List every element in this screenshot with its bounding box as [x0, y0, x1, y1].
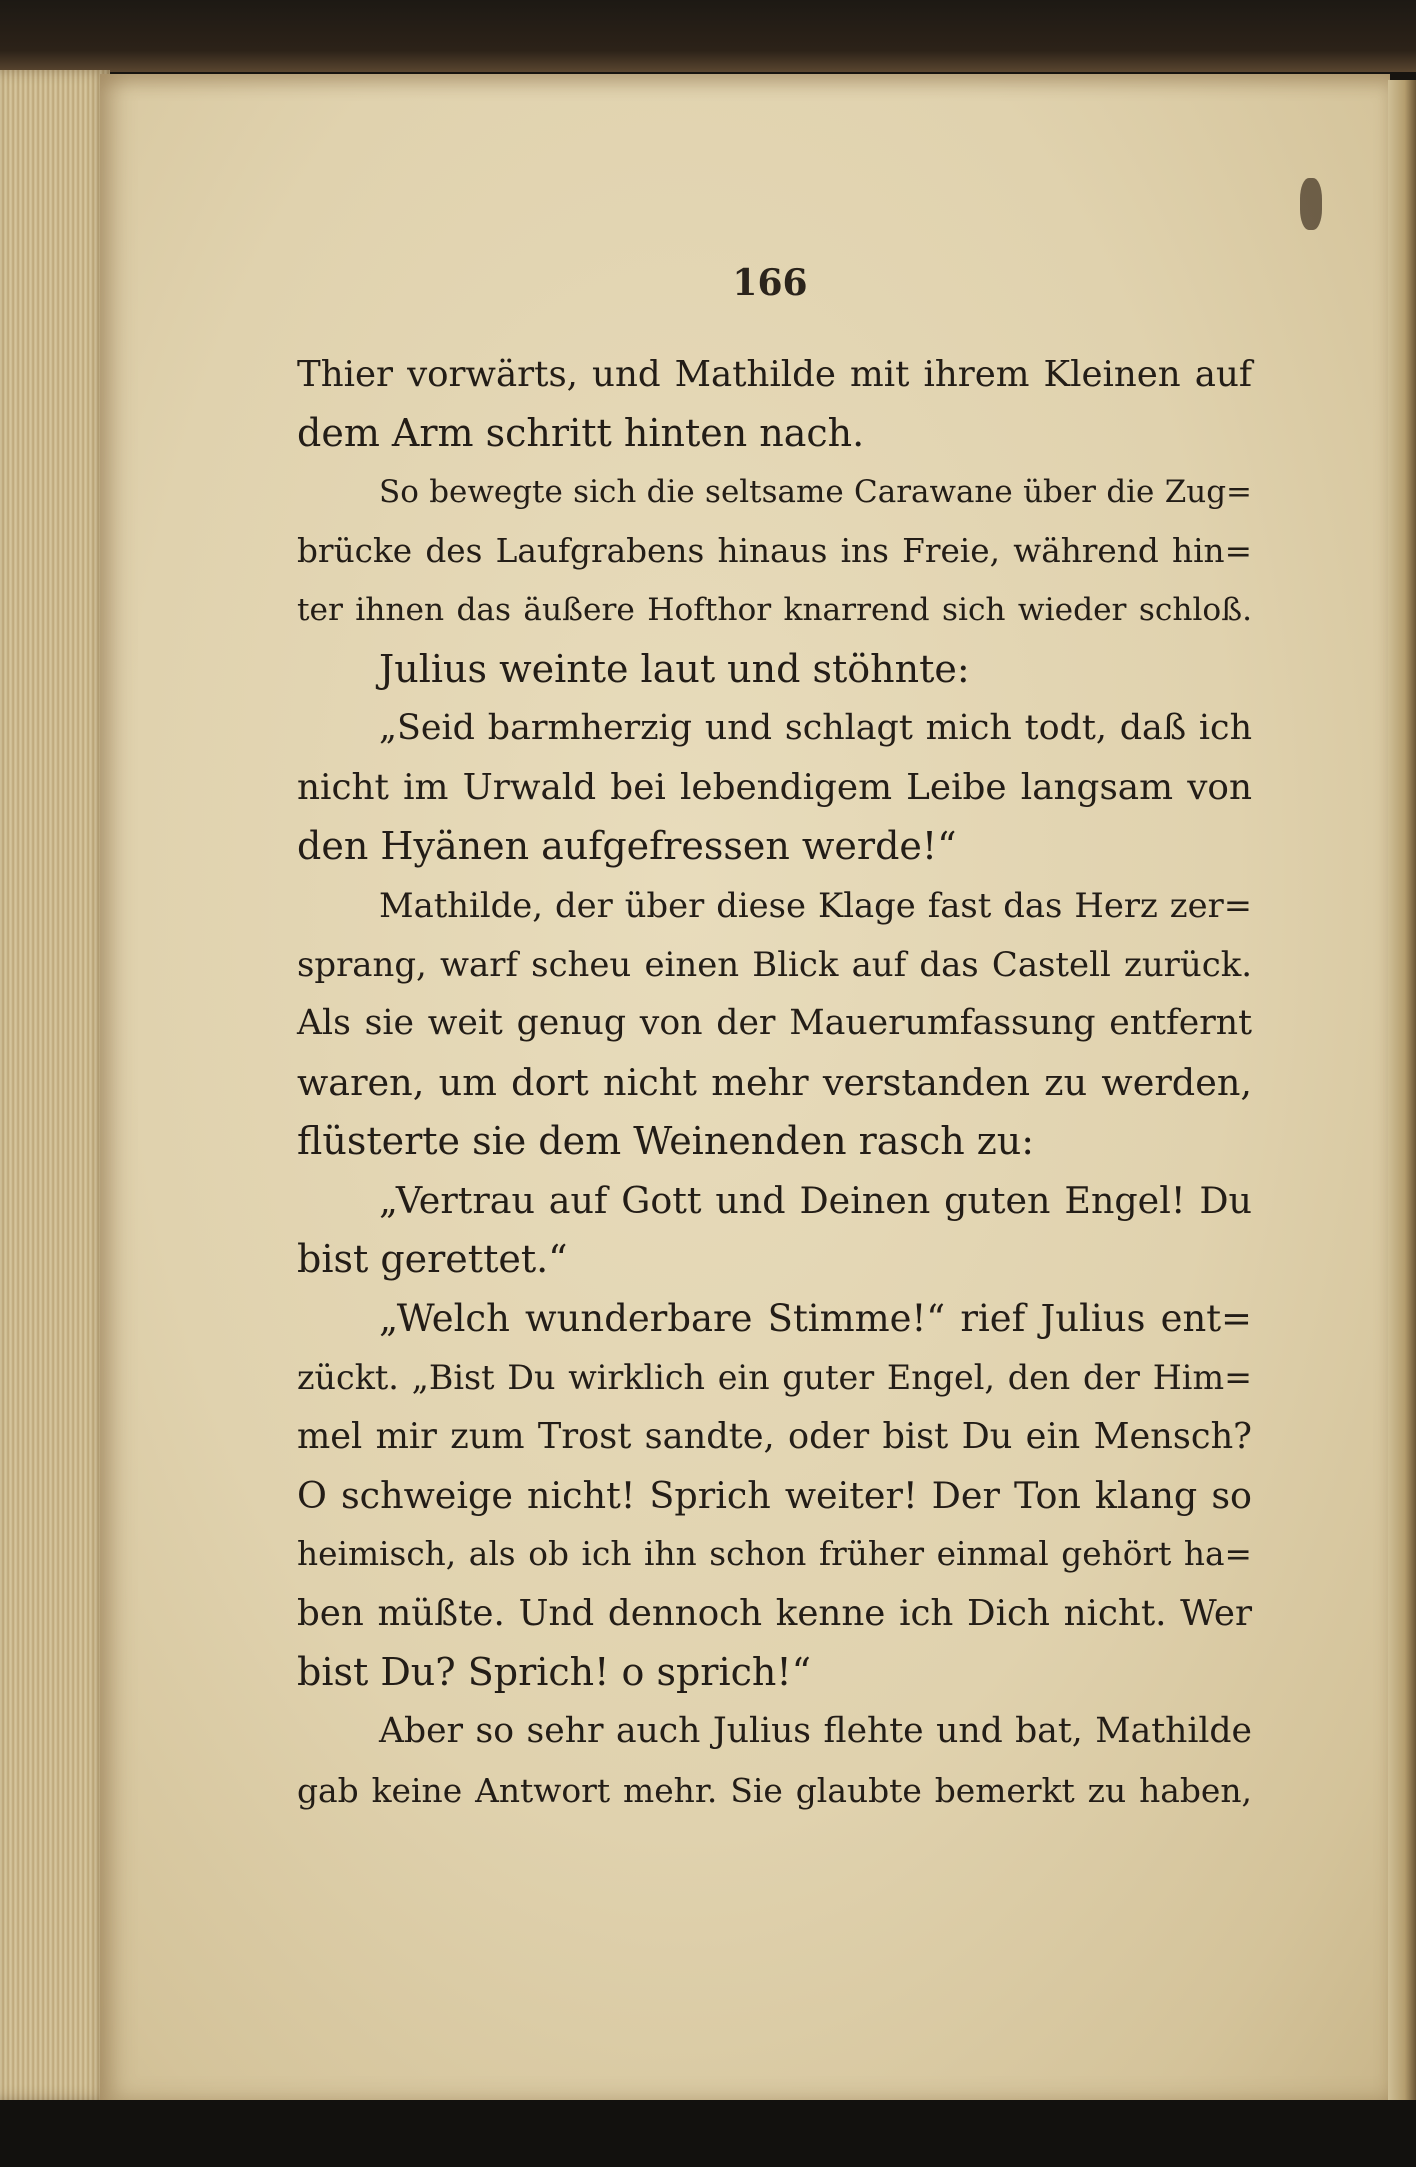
text-line: „Welch wunderbare Stimme!“ rief Julius ent=	[379, 1297, 1252, 1340]
text-line: mel mir zum Trost sandte, oder bist Du ein Mensch?	[297, 1416, 1252, 1457]
text-line: ben müßte. Und dennoch kenne ich Dich nicht. Wer	[297, 1593, 1252, 1634]
text-line: Aber so sehr auch Julius flehte und bat, Mathilde	[379, 1711, 1252, 1751]
text-line: ter ihnen das äußere Hofthor knarrend sich wieder schloß.	[297, 592, 1252, 628]
text-line: brücke des Laufgrabens hinaus ins Freie, während hin=	[297, 532, 1252, 570]
page-right-edge	[1388, 80, 1416, 2100]
text-line: waren, um dort nicht mehr verstanden zu werden,	[297, 1061, 1252, 1104]
text-line: So bewegte sich die seltsame Carawane über die Zug=	[379, 474, 1252, 510]
text-line: Mathilde, der über diese Klage fast das Herz zer=	[379, 886, 1252, 925]
text-line: Als sie weit genug von der Mauerumfassung entfernt	[297, 1003, 1252, 1043]
text-line: gab keine Antwort mehr. Sie glaubte bemerkt zu haben,	[297, 1771, 1252, 1810]
text-line: O schweige nicht! Sprich weiter! Der Ton klang so	[297, 1474, 1252, 1517]
text-line: bist gerettet.“	[297, 1237, 568, 1281]
book-spine-top	[0, 0, 1416, 72]
text-line: bist Du? Sprich! o sprich!“	[297, 1650, 812, 1694]
text-line: Thier vorwärts, und Mathilde mit ihrem Kleinen auf	[297, 354, 1252, 395]
text-line: Julius weinte laut und stöhnte:	[379, 647, 970, 691]
text-line: zückt. „Bist Du wirklich ein guter Engel, den der Him=	[297, 1358, 1252, 1397]
text-line: „Seid barmherzig und schlagt mich todt, daß ich	[379, 708, 1252, 748]
book-cover-bottom	[0, 2100, 1416, 2167]
text-line: „Vertrau auf Gott und Deinen guten Engel! Du	[379, 1179, 1252, 1222]
page-blemish	[1300, 178, 1322, 230]
page-number: 166	[732, 262, 808, 304]
text-line: dem Arm schritt hinten nach.	[297, 411, 865, 455]
text-line: nicht im Urwald bei lebendigem Leibe langsam von	[297, 767, 1252, 808]
text-line: sprang, warf scheu einen Blick auf das Castell zurück.	[297, 945, 1252, 984]
text-line: den Hyänen aufgefressen werde!“	[297, 824, 957, 868]
page-stack-edge	[0, 70, 110, 2100]
body-text	[297, 345, 1252, 1820]
text-line: heimisch, als ob ich ihn schon früher einmal gehört ha=	[297, 1535, 1252, 1573]
text-line: flüsterte sie dem Weinenden rasch zu:	[297, 1119, 1035, 1163]
